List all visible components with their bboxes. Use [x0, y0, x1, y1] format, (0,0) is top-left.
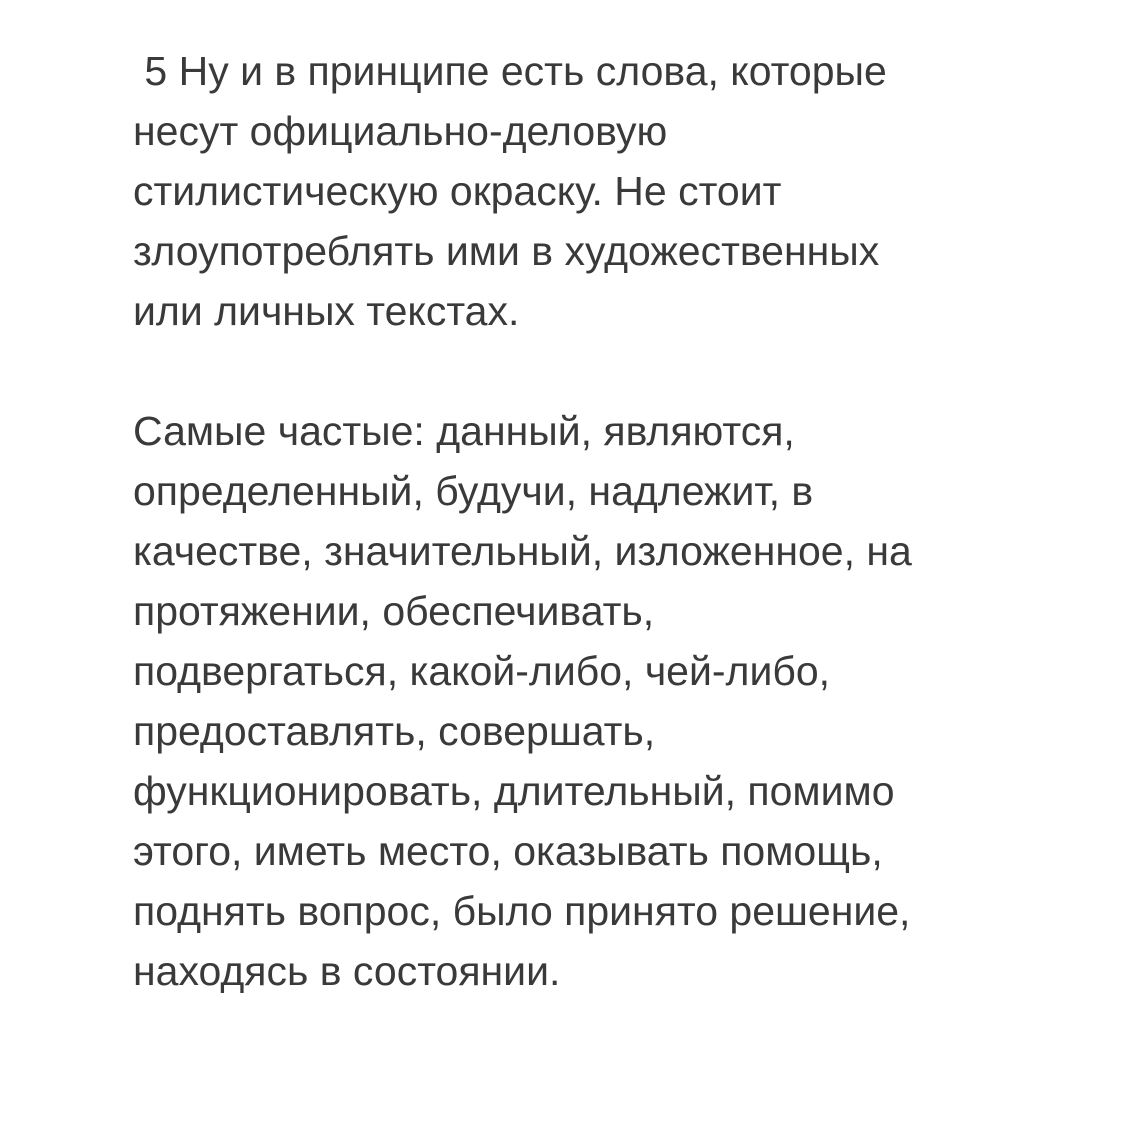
text-line: несут официально-деловую	[133, 108, 668, 154]
text-line: подвергаться, какой-либо, чей-либо,	[133, 648, 831, 694]
note-body	[133, 41, 1093, 1001]
text-line: протяжении, обеспечивать,	[133, 588, 655, 634]
paragraph-spacer	[133, 341, 1093, 401]
text-line: 5 Ну и в принципе есть слова, которые	[133, 48, 887, 94]
paragraph-common-words	[133, 401, 1093, 1001]
text-line: качестве, значительный, изложенное, на	[133, 528, 912, 574]
text-line: функционировать, длительный, помимо	[133, 768, 895, 814]
text-line: этого, иметь место, оказывать помощь,	[133, 828, 883, 874]
text-line: предоставлять, совершать,	[133, 708, 656, 754]
text-line: стилистическую окраску. Не стоит	[133, 168, 782, 214]
text-line: находясь в состоянии.	[133, 948, 561, 994]
text-line: Самые частые: данный, являются,	[133, 408, 795, 454]
text-line: поднять вопрос, было принято решение,	[133, 888, 911, 934]
text-line: злоупотреблять ими в художественных	[133, 228, 880, 274]
text-line: определенный, будучи, надлежит, в	[133, 468, 814, 514]
paragraph-official-style	[133, 41, 1093, 341]
text-line: или личных текстах.	[133, 288, 520, 334]
